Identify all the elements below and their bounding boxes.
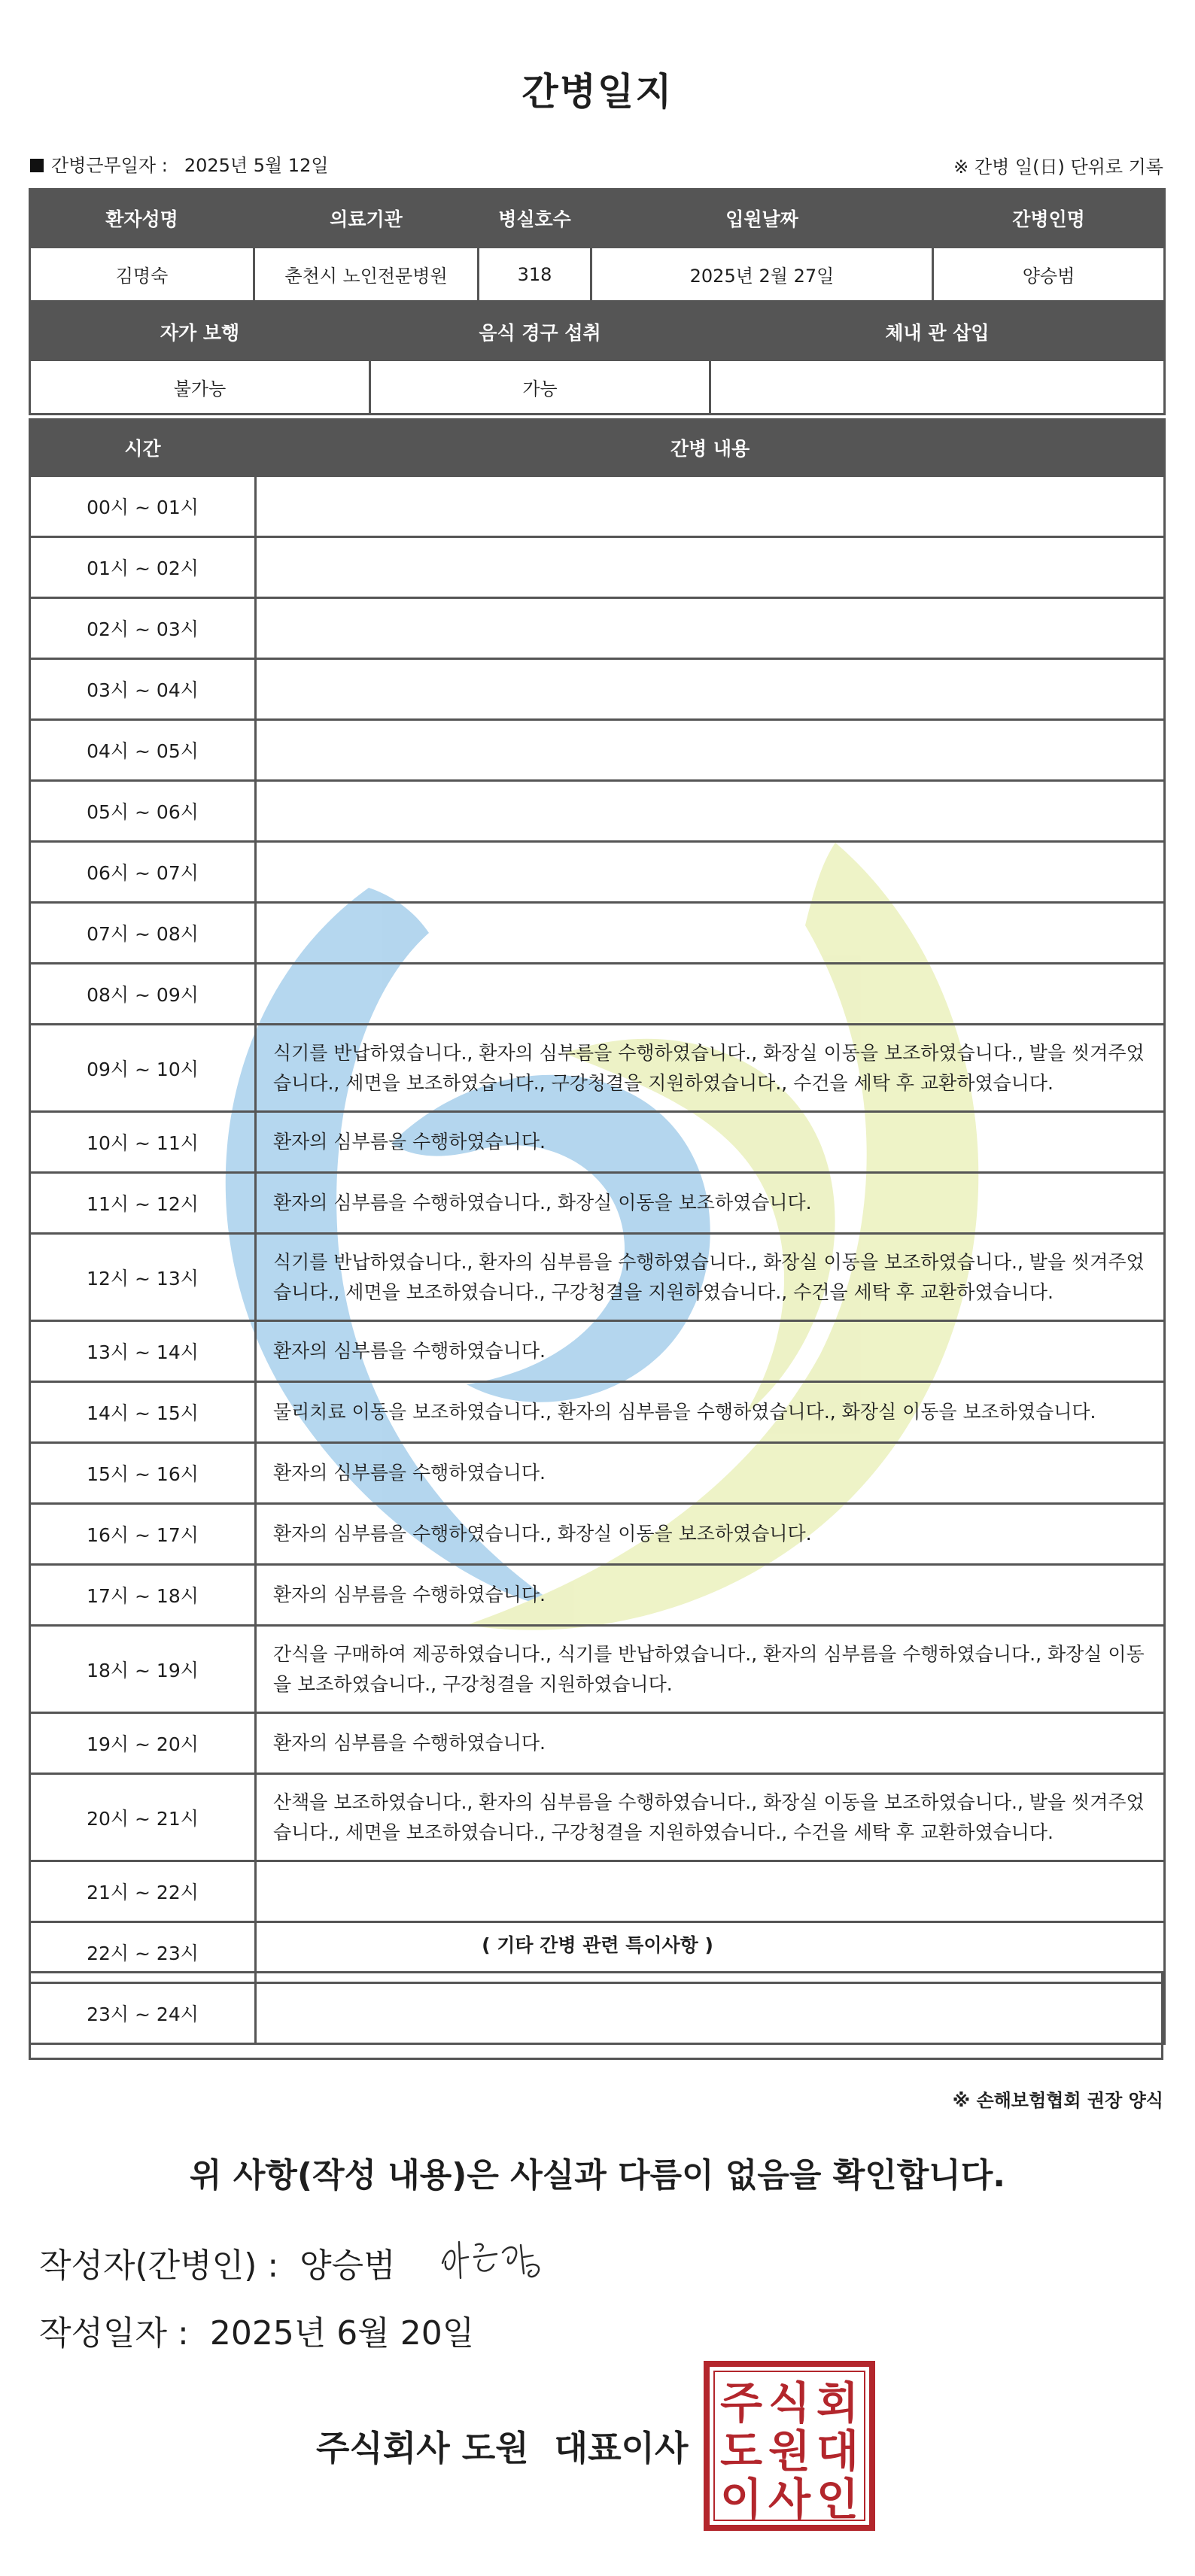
content-cell — [256, 964, 1165, 1025]
header-room: 병실호수 — [479, 190, 591, 248]
time-cell: 15시 ~ 16시 — [30, 1443, 256, 1504]
table-row — [30, 1713, 1165, 1774]
form-source-note: ※ 손해보험협회 권장 양식 — [952, 2090, 1163, 2111]
content-cell: 간식을 구매하여 제공하였습니다., 식기를 반납하였습니다., 환자의 심부름을 수행하였습니다., 화장실 이동을 보조하였습니다., 구강청결을 지원하였습니다. — [256, 1626, 1165, 1713]
table-row — [30, 598, 1165, 659]
content-cell — [256, 903, 1165, 964]
header-caregiver: 간병인명 — [933, 190, 1165, 248]
content-cell: 환자의 심부름을 수행하였습니다., 화장실 이동을 보조하였습니다. — [256, 1504, 1165, 1565]
header-walking: 자가 보행 — [30, 304, 370, 360]
oral-intake-value: 가능 — [370, 360, 710, 415]
content-cell — [256, 659, 1165, 720]
header-oral-intake: 음식 경구 섭취 — [370, 304, 710, 360]
time-cell: 14시 ~ 15시 — [30, 1382, 256, 1443]
time-cell: 21시 ~ 22시 — [30, 1861, 256, 1922]
work-date — [30, 150, 329, 177]
time-cell: 19시 ~ 20시 — [30, 1713, 256, 1774]
square-bullet-icon — [30, 159, 44, 172]
table-row — [30, 964, 1165, 1025]
writer-name: 양승범 — [300, 2246, 396, 2285]
writer-line — [39, 2238, 396, 2286]
content-cell: 식기를 반납하였습니다., 환자의 심부름을 수행하였습니다., 화장실 이동을 보조하였습니다., 발을 씻겨주었습니다., 세면을 보조하였습니다., 구강청결을 지원하였습니다., 수건을 세탁 후 교환하였습니다. — [256, 1234, 1165, 1321]
work-date-label: 간병근무일자 : — [51, 155, 168, 176]
status-header-row — [30, 304, 1165, 360]
admission-date: 2025년 2월 27일 — [591, 248, 933, 302]
time-cell: 06시 ~ 07시 — [30, 842, 256, 903]
table-row — [30, 1112, 1165, 1173]
table-row — [30, 1321, 1165, 1382]
written-date-line — [39, 2306, 474, 2354]
table-row — [30, 1626, 1165, 1713]
svg-text:회: 회 — [816, 2377, 859, 2429]
table-row — [30, 1173, 1165, 1234]
table-row — [30, 1565, 1165, 1626]
hospital-name: 춘천시 노인전문병원 — [254, 248, 479, 302]
writer-label: 작성자(간병인) : — [39, 2246, 279, 2285]
content-cell: 식기를 반납하였습니다., 환자의 심부름을 수행하였습니다., 화장실 이동을 보조하였습니다., 발을 씻겨주었습니다., 세면을 보조하였습니다., 구강청결을 지원하였습니다., 수건을 세탁 후 교환하였습니다. — [256, 1025, 1165, 1112]
patient-info-table — [29, 188, 1166, 302]
time-cell: 18시 ~ 19시 — [30, 1626, 256, 1713]
confirmation-statement: 위 사항(작성 내용)은 사실과 다름이 없음을 확인합니다. — [190, 2156, 1005, 2195]
table-row — [30, 1443, 1165, 1504]
special-notes-label: ( 기타 간병 관련 특이사항 ) — [482, 1934, 713, 1956]
time-cell: 16시 ~ 17시 — [30, 1504, 256, 1565]
content-cell: 환자의 심부름을 수행하였습니다. — [256, 1565, 1165, 1626]
patient-status-table — [29, 302, 1166, 415]
content-cell: 산책을 보조하였습니다., 환자의 심부름을 수행하였습니다., 화장실 이동을 보조하였습니다., 발을 씻겨주었습니다., 세면을 보조하였습니다., 구강청결을 지원하였습니다., 수건을 세탁 후 교환하였습니다. — [256, 1774, 1165, 1861]
time-cell: 09시 ~ 10시 — [30, 1025, 256, 1112]
time-cell: 23시 ~ 24시 — [30, 1983, 256, 2044]
content-cell: 환자의 심부름을 수행하였습니다. — [256, 1443, 1165, 1504]
content-cell — [256, 842, 1165, 903]
company-seal — [704, 2361, 875, 2531]
time-cell: 00시 ~ 01시 — [30, 476, 256, 537]
time-cell: 04시 ~ 05시 — [30, 720, 256, 781]
care-log-table — [29, 418, 1166, 2045]
patient-value-row — [30, 248, 1165, 302]
table-row — [30, 720, 1165, 781]
table-row — [30, 1025, 1165, 1112]
content-cell — [256, 781, 1165, 842]
table-row — [30, 476, 1165, 537]
status-value-row — [30, 360, 1165, 415]
written-date-label: 작성일자 : — [39, 2314, 189, 2353]
time-cell: 08시 ~ 09시 — [30, 964, 256, 1025]
time-cell: 13시 ~ 14시 — [30, 1321, 256, 1382]
company-line — [316, 2421, 688, 2471]
table-row — [30, 842, 1165, 903]
svg-text:도: 도 — [719, 2426, 763, 2477]
ceo-label: 대표이사 — [554, 2428, 689, 2468]
svg-text:주: 주 — [719, 2377, 763, 2429]
time-cell: 03시 ~ 04시 — [30, 659, 256, 720]
patient-name: 김명숙 — [30, 248, 254, 302]
special-notes-box — [29, 1971, 1163, 2060]
table-row — [30, 1382, 1165, 1443]
table-row — [30, 781, 1165, 842]
table-row — [30, 1861, 1165, 1922]
content-cell — [256, 720, 1165, 781]
content-cell: 물리치료 이동을 보조하였습니다., 환자의 심부름을 수행하였습니다., 화장실 이동을 보조하였습니다. — [256, 1382, 1165, 1443]
header-hospital: 의료기관 — [254, 190, 479, 248]
company-name: 주식회사 도원 — [316, 2428, 529, 2468]
patient-header-row — [30, 190, 1165, 248]
content-cell: 환자의 심부름을 수행하였습니다., 화장실 이동을 보조하였습니다. — [256, 1173, 1165, 1234]
time-cell: 10시 ~ 11시 — [30, 1112, 256, 1173]
time-cell: 07시 ~ 08시 — [30, 903, 256, 964]
time-cell: 11시 ~ 12시 — [30, 1173, 256, 1234]
svg-text:이: 이 — [719, 2474, 763, 2525]
header-tube-insertion: 체내 관 삽입 — [710, 304, 1165, 360]
time-cell: 05시 ~ 06시 — [30, 781, 256, 842]
content-cell — [256, 476, 1165, 537]
written-date-value: 2025년 6월 20일 — [209, 2314, 475, 2353]
content-cell — [256, 537, 1165, 598]
svg-text:원: 원 — [768, 2426, 811, 2477]
svg-text:사: 사 — [768, 2474, 811, 2525]
unit-note: ※ 간병 일(日) 단위로 기록 — [953, 156, 1163, 178]
header-patient-name: 환자성명 — [30, 190, 254, 248]
table-row — [30, 537, 1165, 598]
time-cell: 12시 ~ 13시 — [30, 1234, 256, 1321]
table-row — [30, 659, 1165, 720]
table-row — [30, 1504, 1165, 1565]
log-header-row — [30, 420, 1165, 476]
table-row — [30, 1774, 1165, 1861]
time-cell: 22시 ~ 23시 — [30, 1922, 256, 1983]
handwritten-signature — [436, 2234, 557, 2287]
svg-text:대: 대 — [816, 2426, 859, 2477]
svg-text:인: 인 — [816, 2474, 859, 2525]
time-cell: 01시 ~ 02시 — [30, 537, 256, 598]
tube-insertion-value — [710, 360, 1165, 415]
room-number: 318 — [479, 248, 591, 302]
work-date-value: 2025년 5월 12일 — [184, 155, 329, 176]
time-cell: 20시 ~ 21시 — [30, 1774, 256, 1861]
content-cell — [256, 598, 1165, 659]
walking-value: 불가능 — [30, 360, 370, 415]
table-row — [30, 1234, 1165, 1321]
content-cell: 환자의 심부름을 수행하였습니다. — [256, 1112, 1165, 1173]
caregiver-name: 양승범 — [933, 248, 1165, 302]
header-care-content: 간병 내용 — [256, 420, 1165, 476]
header-time: 시간 — [30, 420, 256, 476]
time-cell: 17시 ~ 18시 — [30, 1565, 256, 1626]
table-row — [30, 903, 1165, 964]
content-cell: 환자의 심부름을 수행하였습니다. — [256, 1321, 1165, 1382]
time-cell: 02시 ~ 03시 — [30, 598, 256, 659]
content-cell — [256, 1861, 1165, 1922]
svg-text:식: 식 — [768, 2377, 811, 2429]
header-admission-date: 입원날짜 — [591, 190, 933, 248]
content-cell: 환자의 심부름을 수행하였습니다. — [256, 1713, 1165, 1774]
document-title: 간병일지 — [521, 70, 674, 114]
